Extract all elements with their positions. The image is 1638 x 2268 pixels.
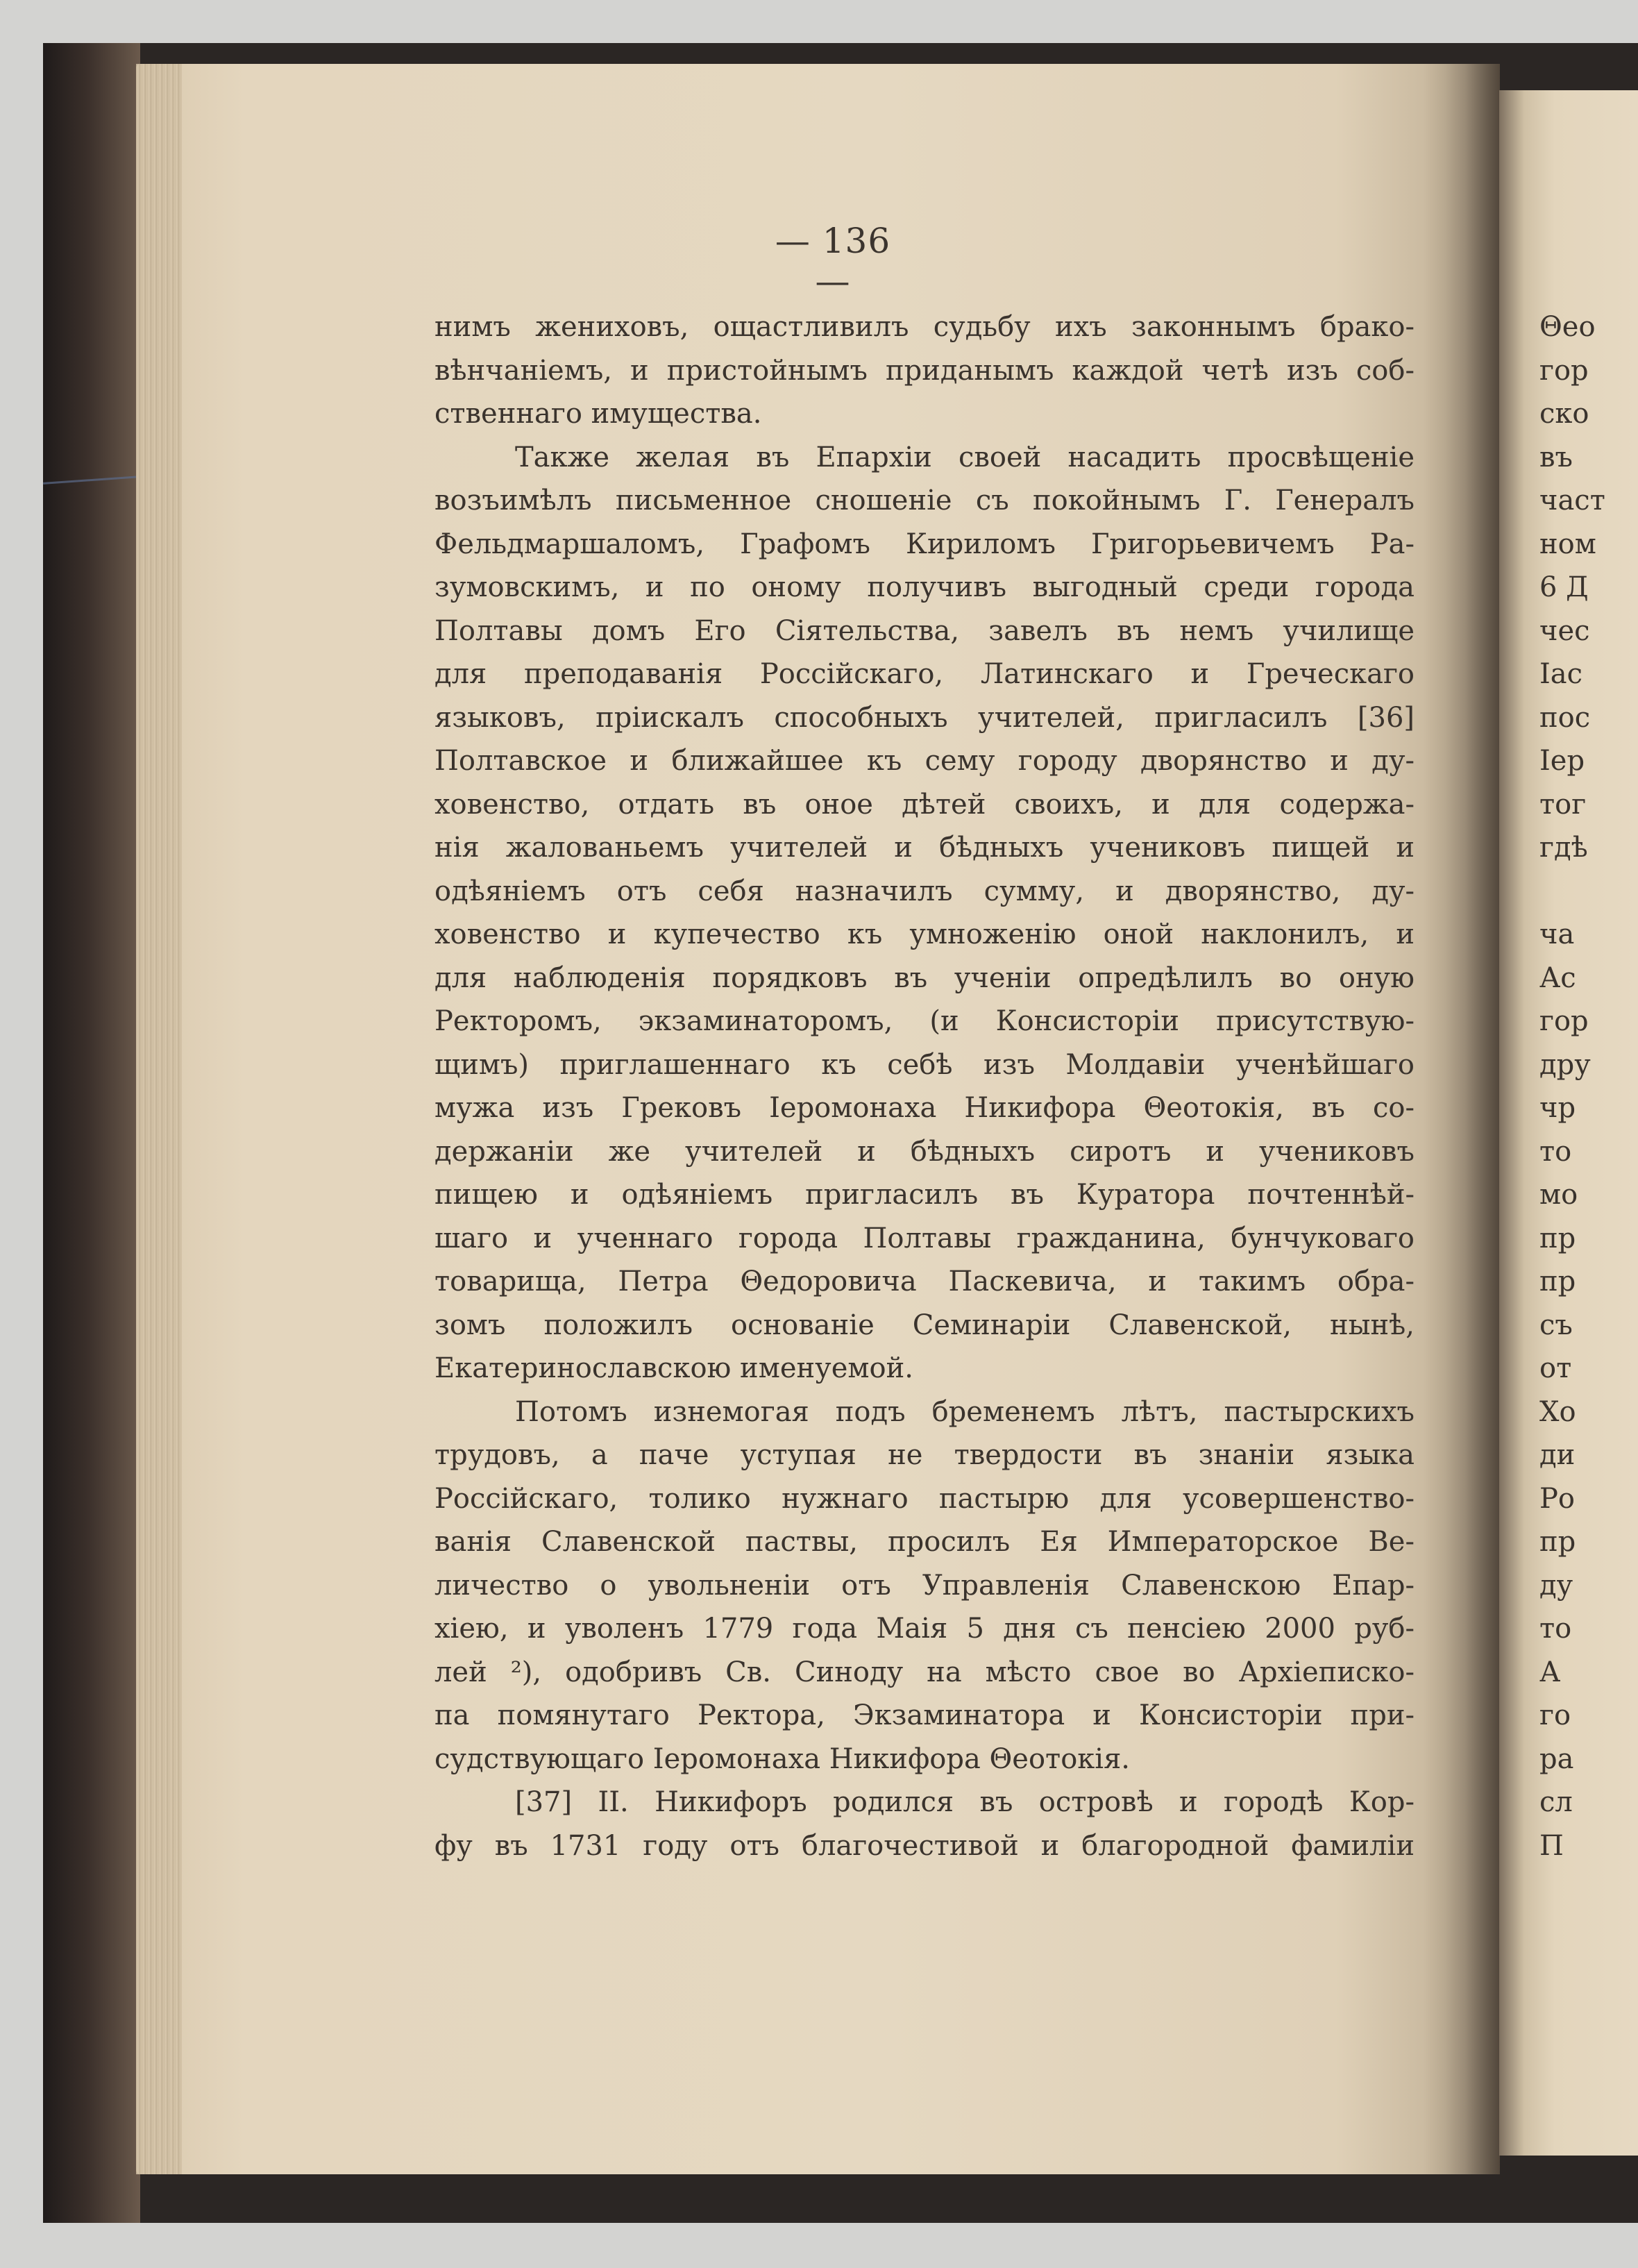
text-line: Россійскаго, толико нужнаго пастырю для усовершенство- bbox=[434, 1482, 1415, 1515]
right-page-line: съ bbox=[1539, 1309, 1573, 1341]
right-page-line: ном bbox=[1539, 528, 1596, 560]
text-line: [37] II. Никифоръ родился въ островѣ и городѣ Кор- bbox=[515, 1786, 1415, 1818]
right-page-line: то bbox=[1539, 1135, 1572, 1168]
text-line: Полтавское и ближайшее къ сему городу дворянство и ду- bbox=[434, 745, 1415, 777]
right-page-line: ча bbox=[1539, 918, 1575, 950]
text-line: нимъ жениховъ, ощастливилъ судьбу ихъ законнымъ брако- bbox=[434, 311, 1415, 343]
text-line: ховенство и купечество къ умноженію оной наклонилъ, и bbox=[434, 918, 1415, 950]
text-line: шаго и ученнаго города Полтавы гражданина, бунчуковаго bbox=[434, 1222, 1415, 1254]
text-line: для наблюденія порядковъ въ ученіи опредѣлилъ во оную bbox=[434, 961, 1415, 994]
text-line: фу въ 1731 году отъ благочестивой и благородной фамиліи bbox=[434, 1829, 1415, 1862]
text-line: ванія Славенской паствы, просилъ Ея Императорское Ве- bbox=[434, 1526, 1415, 1558]
right-page-line: А bbox=[1539, 1656, 1561, 1688]
right-page-line: Ас bbox=[1539, 961, 1576, 994]
right-page-line: пр bbox=[1539, 1526, 1576, 1558]
right-page-line: тог bbox=[1539, 788, 1587, 821]
right-page-line: П bbox=[1539, 1829, 1564, 1862]
text-line: Полтавы домъ Его Сіятельства, завелъ въ немъ училище bbox=[434, 614, 1415, 647]
right-page-line: Хо bbox=[1539, 1395, 1576, 1428]
text-line: Екатеринославскою именуемой. bbox=[434, 1352, 913, 1384]
right-page-line: чр bbox=[1539, 1092, 1576, 1124]
right-page-line: гор bbox=[1539, 1005, 1589, 1037]
text-line: вѣнчаніемъ, и пристойнымъ приданымъ каждой четѣ изъ соб- bbox=[434, 354, 1415, 387]
right-page-line: ра bbox=[1539, 1742, 1574, 1775]
page-number: — 136 — bbox=[775, 221, 891, 301]
right-page-text bbox=[1539, 305, 1638, 1867]
right-page-line: пос bbox=[1539, 701, 1591, 734]
text-line: держаніи же учителей и бѣдныхъ сиротъ и учениковъ bbox=[434, 1135, 1415, 1168]
gutter-shadow bbox=[1424, 64, 1500, 2174]
text-line: личество о увольненіи отъ Управленія Славенскою Епар- bbox=[434, 1569, 1415, 1602]
right-page-line: от bbox=[1539, 1352, 1572, 1384]
text-line: па помянутаго Ректора, Экзаминатора и Консисторіи при- bbox=[434, 1699, 1415, 1731]
text-line: Фельдмаршаломъ, Графомъ Кириломъ Григорьевичемъ Ра- bbox=[434, 528, 1415, 560]
right-page-line: то bbox=[1539, 1613, 1572, 1645]
right-page-line: пр bbox=[1539, 1222, 1576, 1254]
text-line: трудовъ, а паче уступая не твердости въ знаніи языка bbox=[434, 1439, 1415, 1471]
text-line: щимъ) приглашеннаго къ себѣ изъ Молдавіи ученѣйшаго bbox=[434, 1048, 1415, 1081]
right-page-line: част bbox=[1539, 485, 1605, 516]
right-page-line: чес bbox=[1539, 614, 1590, 647]
right-page-line: въ bbox=[1539, 441, 1573, 473]
text-line: Также желая въ Епархіи своей насадить просвѣщеніе bbox=[515, 441, 1415, 473]
right-page-line: Θео bbox=[1539, 311, 1596, 343]
right-page-line: 6 Д bbox=[1539, 571, 1589, 603]
right-page-line: гор bbox=[1539, 354, 1589, 387]
text-line: зумовскимъ, и по оному получивъ выгодный среди города bbox=[434, 571, 1415, 603]
right-page-line: ду bbox=[1539, 1569, 1573, 1602]
right-page-line: гдѣ bbox=[1539, 832, 1588, 864]
book-cover-edge bbox=[43, 43, 140, 2223]
text-line: одѣяніемъ отъ себя назначилъ сумму, и дворянство, ду- bbox=[434, 875, 1415, 907]
text-line: языковъ, пріискалъ способныхъ учителей, пригласилъ [36] bbox=[434, 701, 1415, 734]
text-line: мужа изъ Грековъ Іеромонаха Никифора Θеотокія, въ со- bbox=[434, 1092, 1415, 1124]
right-page-line bbox=[1539, 870, 1638, 914]
right-page-line: сл bbox=[1539, 1786, 1573, 1818]
text-line: ховенство, отдать въ оное дѣтей своихъ, и для содержа- bbox=[434, 788, 1415, 821]
text-line: Ректоромъ, экзаминаторомъ, (и Консисторіи присутствую- bbox=[434, 1005, 1415, 1037]
body-text bbox=[434, 305, 1415, 1867]
text-line: зомъ положилъ основаніе Семинаріи Славенской, нынѣ, bbox=[434, 1309, 1415, 1341]
text-line: для преподаванія Россійскаго, Латинскаго и Греческаго bbox=[434, 658, 1415, 690]
right-page-line: пр bbox=[1539, 1266, 1576, 1297]
text-line: лей ²), одобривъ Св. Синоду на мѣсто свое во Архіеписко- bbox=[434, 1656, 1415, 1688]
right-page-line: ди bbox=[1539, 1439, 1576, 1471]
right-page-line: Ро bbox=[1539, 1482, 1575, 1515]
right-page-line: ско bbox=[1539, 398, 1589, 430]
text-line: пищею и одѣяніемъ пригласилъ въ Куратора почтеннѣй- bbox=[434, 1179, 1415, 1211]
text-line: товарища, Петра Θедоровича Паскевича, и такимъ обра- bbox=[434, 1266, 1415, 1297]
right-page-line: мо bbox=[1539, 1179, 1578, 1211]
right-page-line: Іас bbox=[1539, 658, 1583, 690]
right-page-line: дру bbox=[1539, 1048, 1591, 1081]
right-page-line: Іер bbox=[1539, 745, 1585, 777]
page-leaves-edge bbox=[136, 64, 182, 2174]
text-line: хіею, и уволенъ 1779 года Маія 5 дня съ пенсіею 2000 руб- bbox=[434, 1613, 1415, 1645]
text-line: нія жалованьемъ учителей и бѣдныхъ учениковъ пищей и bbox=[434, 832, 1415, 864]
text-line: Потомъ изнемогая подъ бременемъ лѣтъ, пастырскихъ bbox=[515, 1395, 1415, 1428]
text-line: ственнаго имущества. bbox=[434, 398, 762, 430]
text-line: возъимѣлъ письменное сношеніе съ покойнымъ Г. Генералъ bbox=[434, 485, 1415, 516]
right-page-line: го bbox=[1539, 1699, 1571, 1731]
text-line: судствующаго Іеромонаха Никифора Θеотокія. bbox=[434, 1742, 1131, 1775]
